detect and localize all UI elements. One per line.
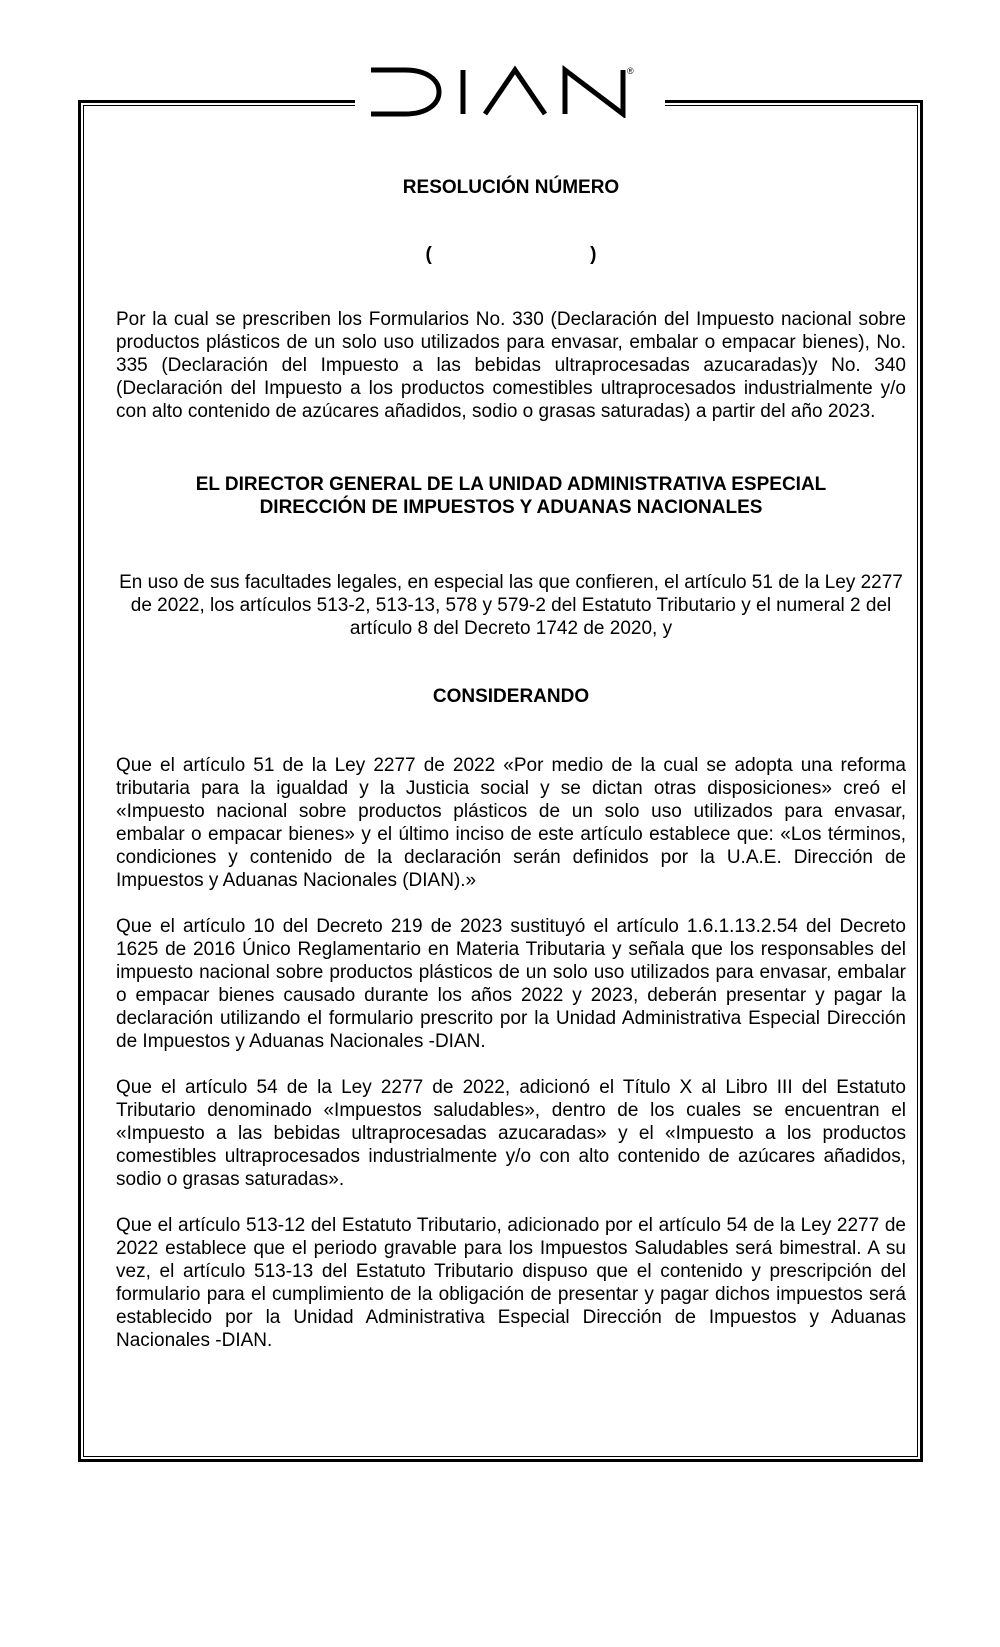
resolution-title: RESOLUCIÓN NÚMERO xyxy=(402,177,620,198)
dian-logo-mark xyxy=(365,62,655,118)
registered-mark: ® xyxy=(627,66,634,76)
considerando-paragraph-4: Que el artículo 513-12 del Estatuto Tributario, adicionado por el artículo 54 de la Ley 2277 de 2022 establece que el periodo gravable para los Impuestos Saludables será bimestral. A su vez, el artículo 513-13 del Estatuto Tributario dispuso que el contenido y prescripción del formulario para el cumplimiento de la obligación de presentar y pagar dichos impuestos será establecido por la Unidad Administrativa Especial Dirección de Impuestos y Aduanas Nacionales -DIAN. xyxy=(116,1215,906,1351)
resolution-summary: Por la cual se prescriben los Formularios No. 330 (Declaración del Impuesto nacional sobre productos plásticos de un solo uso utilizados para envasar, embalar o empacar bienes), No. 335 (Declaración del Impuesto a las bebidas ultraprocesadas azucaradas)y No. 340 (Declaración del Impuesto a los productos comestibles ultraprocesados industrialmente y/o con alto contenido de azúcares añadidos, sodio o grasas saturadas) a partir del año 2023. xyxy=(116,309,906,422)
authority-line-2: DIRECCIÓN DE IMPUESTOS Y ADUANAS NACIONALES xyxy=(259,497,763,518)
resolution-number-blank: ( ) xyxy=(425,244,597,265)
document-body xyxy=(116,170,906,1352)
considerando-paragraph-2: Que el artículo 10 del Decreto 219 de 2023 sustituyó el artículo 1.6.1.13.2.54 del Decreto 1625 de 2016 Único Reglamentario en Materia Tributaria y señala que los responsables del impuesto nacional sobre productos plásticos de un solo uso utilizados para envasar, embalar o empacar bienes causado durante los años 2022 y 2023, deberán presentar y pagar la declaración utilizando el formulario prescrito por la Unidad Administrativa Especial Dirección de Impuestos y Aduanas Nacionales -DIAN. xyxy=(116,916,906,1052)
authority-line-1: EL DIRECTOR GENERAL DE LA UNIDAD ADMINISTRATIVA ESPECIAL xyxy=(195,474,827,495)
dian-logo xyxy=(355,58,665,122)
considerando-heading: CONSIDERANDO xyxy=(432,686,590,707)
legal-powers: En uso de sus facultades legales, en especial las que confieren, el artículo 51 de la Ley 2277 de 2022, los artículos 513-2, 513-13, 578 y 579-2 del Estatuto Tributario y el numeral 2 del artículo 8 del Decreto 1742 de 2020, y xyxy=(119,572,903,639)
considerando-paragraph-1: Que el artículo 51 de la Ley 2277 de 2022 «Por medio de la cual se adopta una reforma tributaria para la igualdad y la Justicia social y se dictan otras disposiciones» creó el «Impuesto nacional sobre productos plásticos de un solo uso utilizados para envasar, embalar o empacar bienes» y el último inciso de este artículo establece que: «Los términos, condiciones y contenido de la declaración serán definidos por la U.A.E. Dirección de Impuestos y Aduanas Nacionales (DIAN).» xyxy=(116,755,906,891)
authority-heading xyxy=(116,473,906,519)
considerando-paragraph-3: Que el artículo 54 de la Ley 2277 de 2022, adicionó el Título X al Libro III del Estatuto Tributario denominado «Impuestos saludables», dentro de los cuales se encuentran el «Impuesto a las bebidas ultraprocesadas azucaradas» y el «Impuesto a los productos comestibles ultraprocesados industrialmente y/o con alto contenido de azúcares añadidos, sodio o grasas saturadas». xyxy=(116,1077,906,1190)
